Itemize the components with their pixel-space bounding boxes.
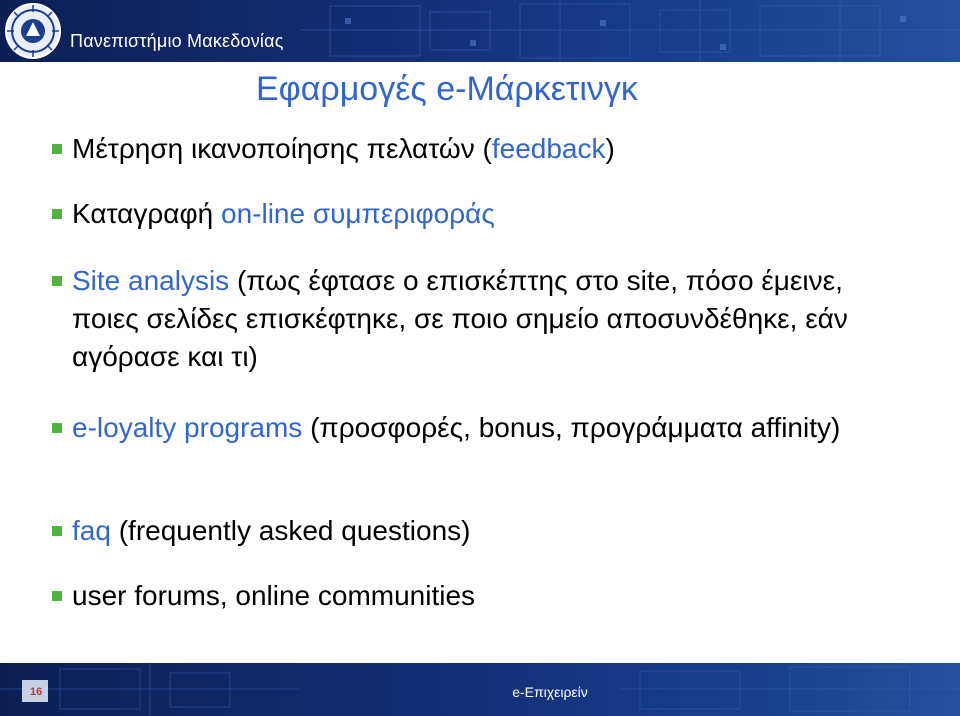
bullet-list [50, 0, 930, 640]
highlighted-term: Site analysis [72, 265, 230, 296]
bullet-text [72, 577, 912, 615]
bullet-square-icon [52, 591, 62, 601]
course-name: e-Επιχειρείν [512, 684, 588, 700]
slide-title: Εφαρμογές e-Μάρκετινγκ [256, 70, 638, 108]
university-name: Πανεπιστήμιο Μακεδονίας [70, 31, 284, 51]
bullet-square-icon [52, 209, 62, 219]
bullet-text [72, 409, 912, 447]
bullet-segment: user forums, online communities [72, 580, 476, 611]
bullet-square-icon [52, 423, 62, 433]
bullet-segment: (πως έφτασε ο επισκέπτης στο site, πόσο έμεινε, ποιες σελίδες επισκέφτηκε, σε ποιο σημείο αποσυνδέθηκε, εάν αγόρασε και τι) [72, 265, 848, 372]
bullet-text [72, 195, 912, 233]
bullet-text [72, 262, 912, 376]
page-number: 16 [30, 686, 43, 698]
bullet-square-icon [52, 276, 62, 286]
bullet-segment: ) [605, 133, 615, 164]
bullet-square-icon [52, 526, 62, 536]
footer-band [0, 663, 960, 716]
bullet-segment: Μέτρηση ικανοποίησης πελατών ( [72, 133, 492, 164]
bullet-square-icon [52, 144, 62, 154]
bullet-text [72, 512, 912, 550]
highlighted-term: feedback [491, 133, 606, 164]
bullet-text [72, 130, 912, 168]
bullet-segment: Καταγραφή [72, 198, 221, 229]
highlighted-term: e-loyalty programs [72, 412, 303, 443]
highlighted-term: on-line συμπεριφοράς [221, 198, 495, 229]
bullet-segment: (προσφορές, bonus, προγράμματα affinity) [302, 412, 841, 443]
bullet-segment: (frequently asked questions) [110, 515, 471, 546]
highlighted-term: faq [72, 515, 111, 546]
